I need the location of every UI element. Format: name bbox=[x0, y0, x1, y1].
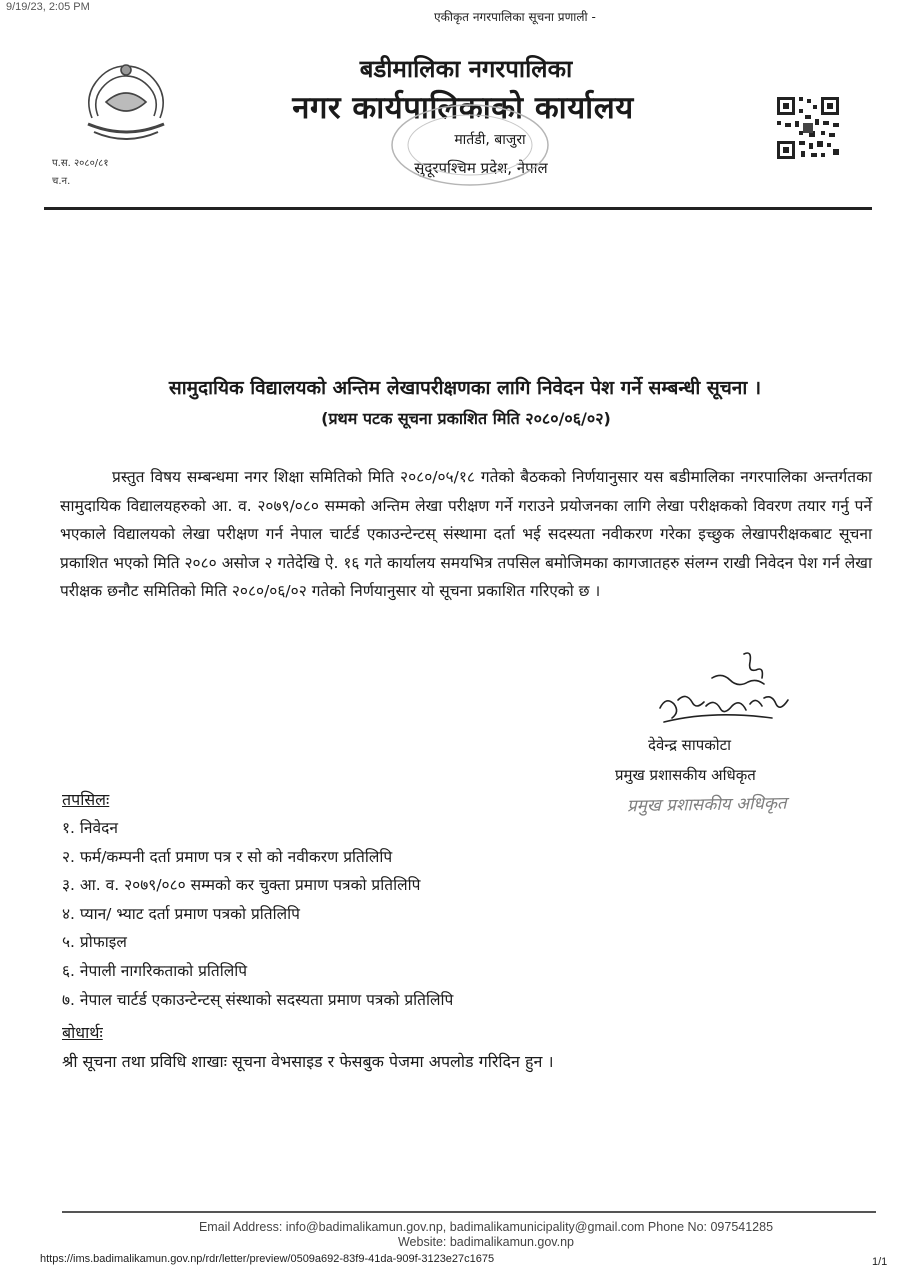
footer-divider bbox=[62, 1211, 876, 1213]
handwritten-signature-icon bbox=[652, 648, 802, 734]
list-item: १. निवेदन bbox=[62, 819, 118, 837]
cc-text: श्री सूचना तथा प्रविधि शाखाः सूचना वेभसाइड र फेसबुक पेजमा अपलोड गरिदिन हुन । bbox=[62, 1052, 554, 1071]
office-seal-stamp-icon bbox=[380, 100, 560, 190]
list-item: २. फर्म/कम्पनी दर्ता प्रमाण पत्र र सो को नवीकरण प्रतिलिपि bbox=[62, 847, 393, 866]
header-divider bbox=[44, 207, 872, 210]
footer-contact: Email Address: info@badimalikamun.gov.np, badimalikamunicipality@gmail.com Phone No: 097541285 bbox=[198, 1220, 774, 1234]
municipality-name: बडीमालिका नगरपालिका bbox=[359, 55, 573, 83]
list-item: ६. नेपाली नागरिकताको प्रतिलिपि bbox=[62, 961, 248, 980]
list-item: ४. प्यान/ भ्याट दर्ता प्रमाण पत्रको प्रतिलिपि bbox=[62, 904, 300, 923]
notice-title: सामुदायिक विद्यालयको अन्तिम लेखापरीक्षणका लागि निवेदन पेश गर्ने सम्बन्धी सूचना । bbox=[168, 377, 762, 399]
list-item: ३. आ. व. २०७९/०८० सम्मको कर चुक्ता प्रमाण पत्रको प्रतिलिपि bbox=[62, 876, 421, 895]
office-name: नगर कार्यपालिकाको कार्यालय bbox=[292, 90, 634, 126]
signer-name: देवेन्द्र सापकोटा bbox=[648, 736, 732, 754]
cc-heading: बोधार्थः bbox=[62, 1023, 103, 1042]
list-item: ७. नेपाल चार्टर्ड एकाउन्टेन्टस् संस्थाको सदस्यता प्रमाण पत्रको प्रतिलिपि bbox=[62, 990, 454, 1009]
print-url: https://ims.badimalikamun.gov.np/rdr/letter/preview/0509a692-83f9-41da-909f-3123e27c1675 bbox=[40, 1253, 495, 1265]
office-address: मार्तडी, बाजुरा bbox=[454, 132, 526, 148]
notice-body: प्रस्तुत विषय सम्बन्धमा नगर शिक्षा समितिको मिति २०८०/०५/१८ गतेको बैठकको निर्णयानुसार यस बडीमालिका नगरपालिका अन्तर्गतका सामुदायिक विद्यालयहरुको आ. व. २०७९/०८० सम्मको अन्तिम लेखा परीक्षण गर्ने गराउने प्रयोजनका लागि लेखा परीक्षकको विवरण तयार गर्नु पर्ने भएकाले विद्यालयको लेखा परीक्षण गर्न नेपाल चार्टर्ड एकाउन्टेन्टस् संस्थामा दर्ता भई सदस्यता नवीकरण गरेका इच्छुक लेखापरीक्षकबाट सूचना प्रकाशित भएको मिति २०८० असोज २ गतेदेखि ऐ. १६ गते कार्यालय समयभित्र तपसिल बमोजिमका कागजातहरु संलग्न राखी निवेदन पेश गर्न लेखा परीक्षक छनौट समितिको मिति २०८०/०६/०२ गतेको निर्णयानुसार यो सूचना प्रकाशित गरिएको छ । bbox=[60, 468, 872, 600]
list-item: ५. प्रोफाइल bbox=[62, 933, 127, 952]
dispatch-number: च.न. bbox=[52, 176, 71, 187]
signer-title: प्रमुख प्रशासकीय अधिकृत bbox=[615, 766, 756, 784]
enclosures-list bbox=[62, 814, 453, 1014]
footer-website: Website: badimalikamun.gov.np bbox=[397, 1235, 575, 1249]
reference-number: प.स. २०८०/८१ bbox=[52, 158, 109, 169]
designation-stamp: प्रमुख प्रशासकीय अधिकृत bbox=[626, 793, 787, 817]
page-number: 1/1 bbox=[872, 1256, 888, 1268]
qr-code-icon bbox=[775, 95, 841, 161]
system-title: एकीकृत नगरपालिका सूचना प्रणाली - bbox=[434, 10, 596, 24]
print-timestamp: 9/19/23, 2:05 PM bbox=[6, 1, 90, 13]
enclosures-heading: तपसिलः bbox=[62, 790, 110, 809]
province-name: सुदूरपश्चिम प्रदेश, नेपाल bbox=[414, 159, 548, 177]
notice-subtitle: (प्रथम पटक सूचना प्रकाशित मिति २०८०/०६/०२) bbox=[321, 409, 611, 428]
